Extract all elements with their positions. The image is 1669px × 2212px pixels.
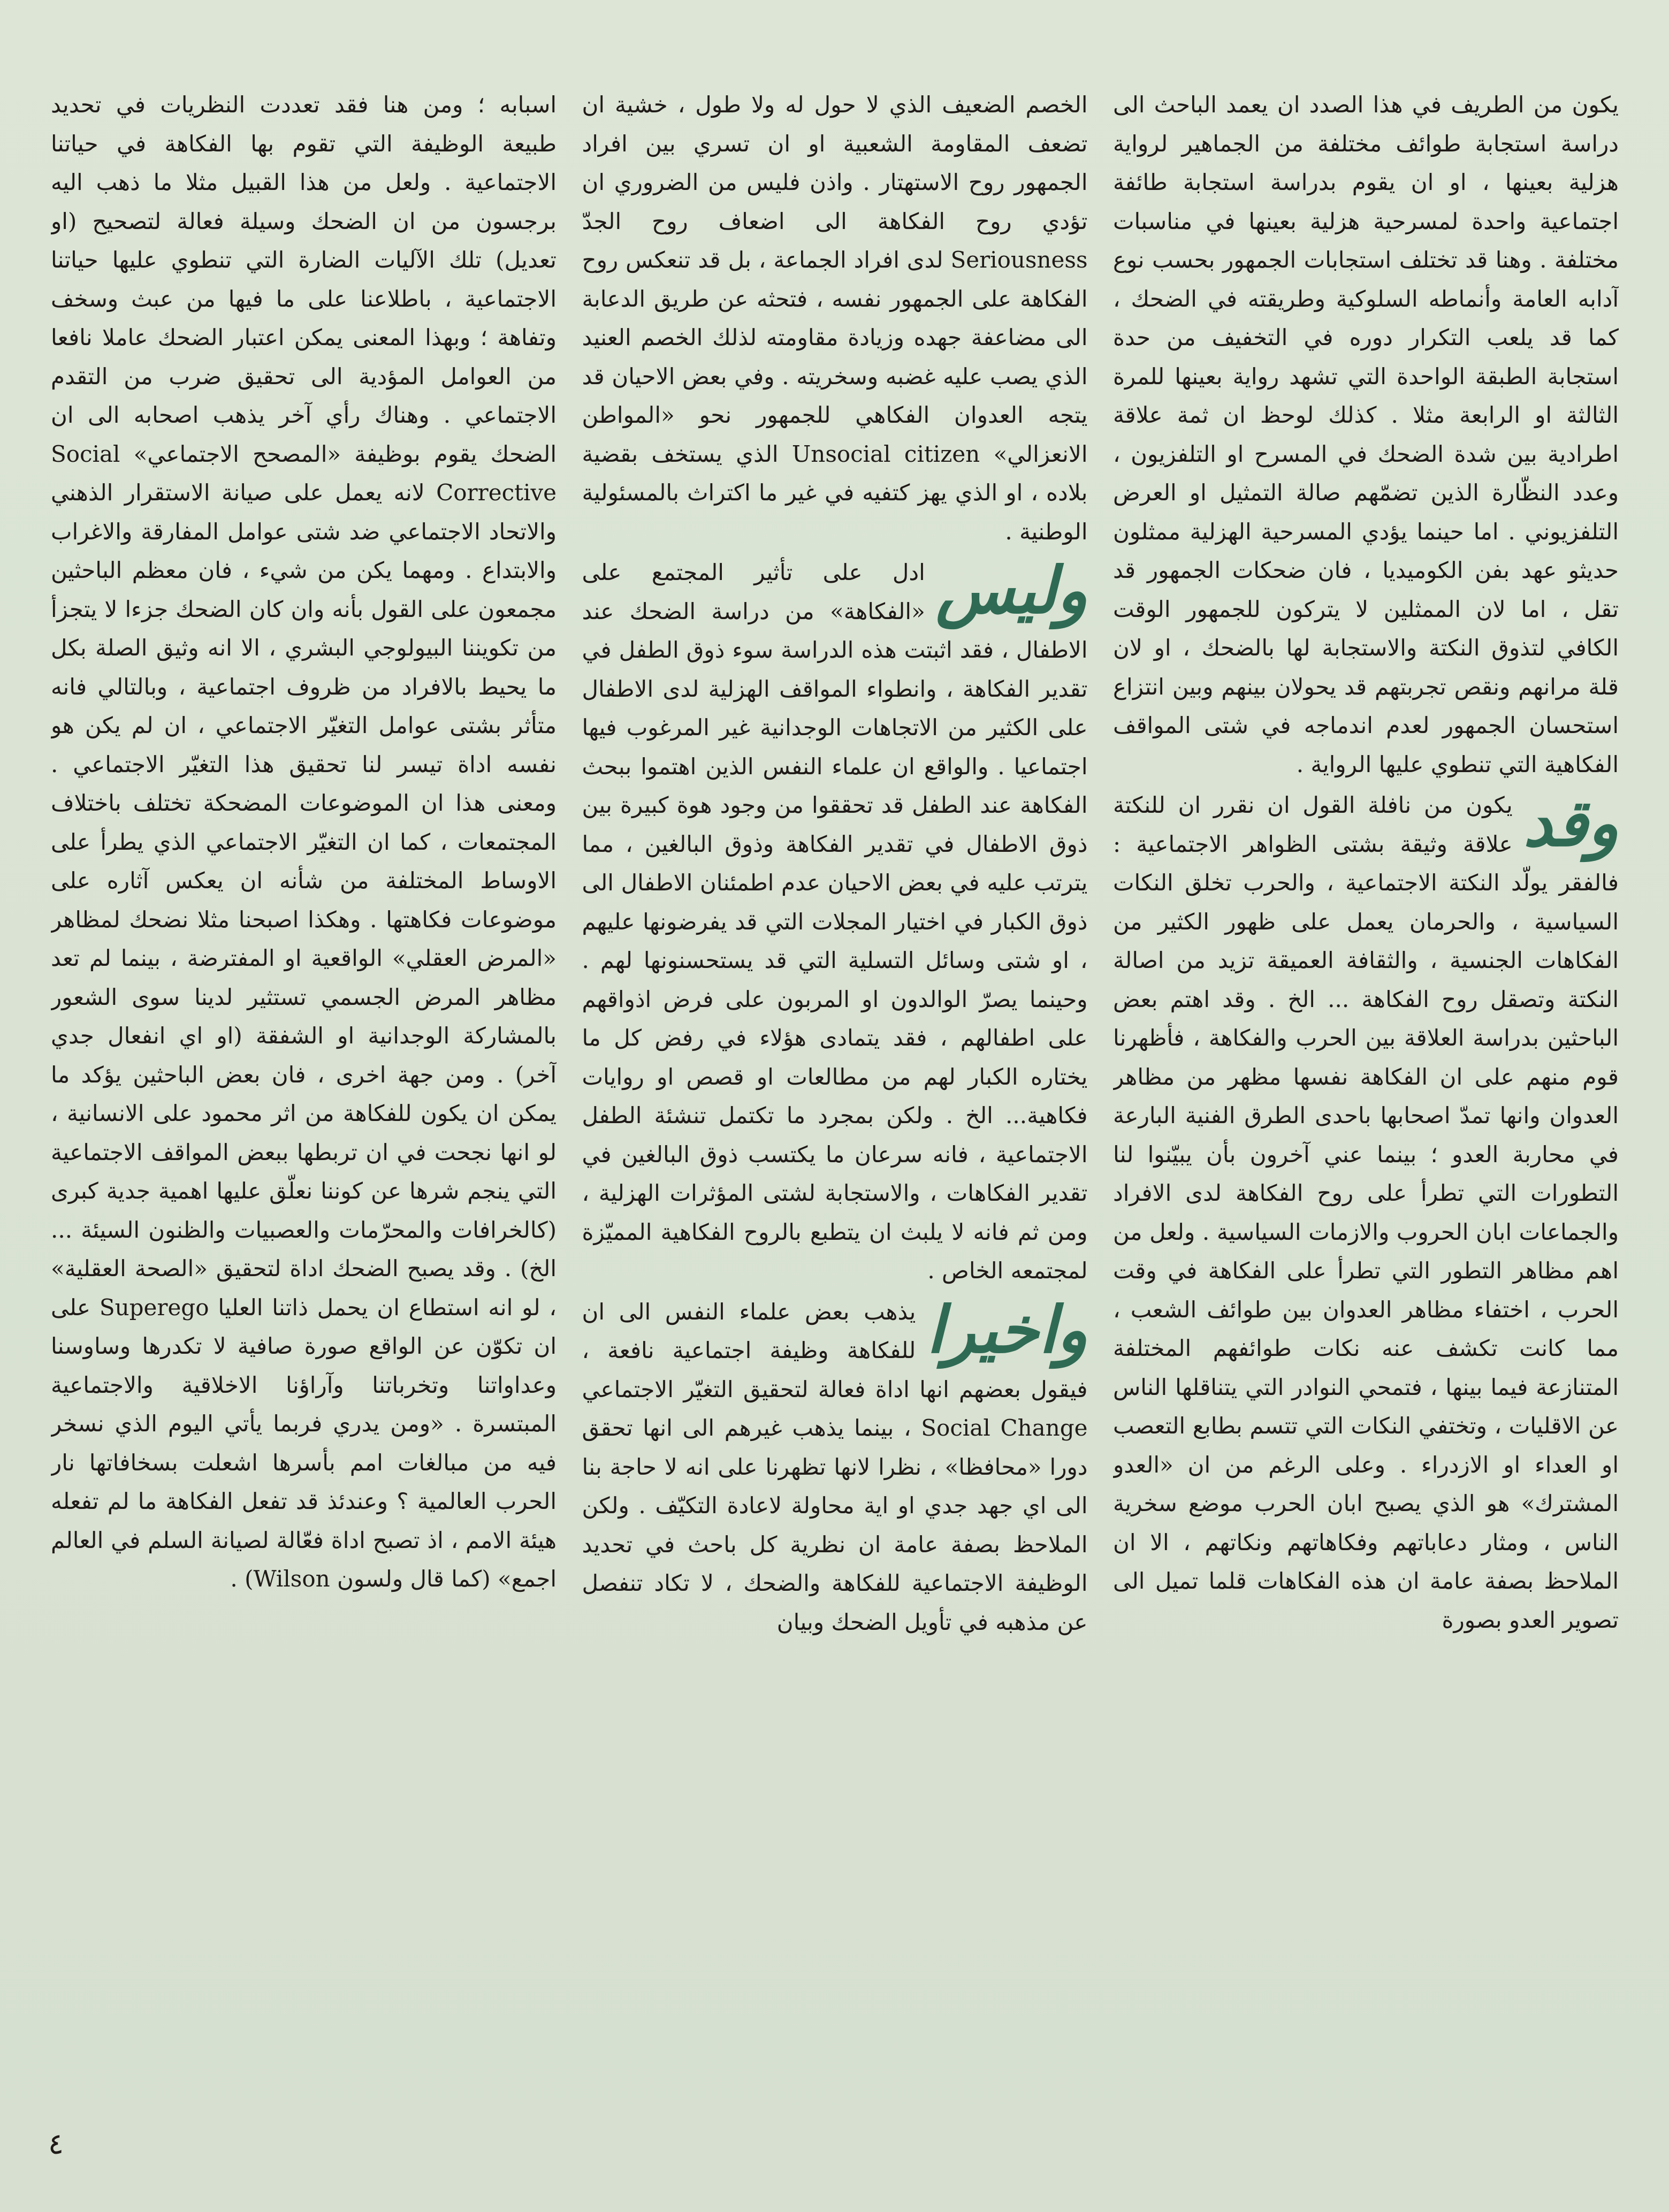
page-number: ٤: [48, 2127, 64, 2161]
paragraph-with-initial: [1113, 786, 1619, 1639]
paragraph-text: يكون من نافلة القول ان نقرر ان للنكتة علاقة وثيقة بشتى الظواهر الاجتماعية : فالفقر يولّد النكتة الاجتماعية ، والحرب تخلق النكات السياسية ، والحرمان يعمل على ظهور الكثير من الفكاهات الجنسية ، والثقافة العميقة تزيد من اصالة النكتة وتصقل روح الفكاهة ... الخ . وقد اهتم بعض الباحثين بدراسة العلاقة بين الحرب والفكاهة ، فأظهرنا قوم منهم على ان الفكاهة نفسها مظهر من مظاهر العدوان وانها تمدّ اصحابها باحدى الطرق الفنية البارعة في محاربة العدو ؛ بينما عني آخرون بأن يبيّنوا لنا التطورات التي تطرأ على روح الفكاهة لدى الافراد والجماعات ابان الحروب والازمات السياسية . ولعل من اهم مظاهر التطور التي تطرأ على الفكاهة في وقت الحرب ، اختفاء مظاهر العدوان بين طوائف الشعب ، مما كانت تكشف عنه نكات طوائفهم المختلفة المتنازعة فيما بينها ، فتمحي النوادر التي يتناقلها الناس عن الاقليات ، وتختفي النكات التي تتسم بطابع التعصب او العداء او الازدراء . وعلى الرغم من ان «العدو المشترك» هو الذي يصبح ابان الحرب موضع سخرية الناس ، ومثار دعاباتهم وفكاهاتهم ونكاتهم ، الا ان الملاحظ بصفة عامة ان هذه الفكاهات قلما تميل الى تصوير العدو بصورة: [1113, 792, 1619, 1633]
paragraph-text: ادل على تأثير المجتمع على «الفكاهة» من دراسة الضحك عند الاطفال ، فقد اثبتت هذه الدراسة سوء ذوق الطفل في تقدير الفكاهة ، وانطواء المواقف الهزلية لدى الاطفال على الكثير من الاتجاهات الوجدانية غير المرغوب فيها اجتماعيا . والواقع ان علماء النفس الذين اهتموا ببحث الفكاهة عند الطفل قد تحققوا من وجود هوة كبيرة بين ذوق الاطفال في تقدير الفكاهة وذوق البالغين ، مما يترتب عليه في بعض الاحيان عدم اطمئنان الاطفال الى ذوق الكبار في اختيار المجلات التي قد يفرضونها عليهم ، او شتى وسائل التسلية التي قد يستحسنونها لهم . وحينما يصرّ الوالدون او المربون على فرض اذواقهم على اطفالهم ، فقد يتمادى هؤلاء في رفض كل ما يختاره الكبار لهم من مطالعات او قصص او روايات فكاهية... الخ . ولكن بمجرد ما تكتمل تنشئة الطفل الاجتماعية ، فانه سرعان ما يكتسب ذوق البالغين في تقدير الفكاهات ، والاستجابة لشتى المؤثرات الهزلية ، ومن ثم فانه لا يلبث ان يتطبع بالروح الفكاهية المميّزة لمجتمعه الخاص .: [582, 559, 1088, 1284]
paragraph-with-initial: [582, 1293, 1088, 1642]
column-middle: [582, 86, 1088, 2183]
paragraph-text: يذهب بعض علماء النفس الى ان للفكاهة وظيفة اجتماعية نافعة ، فيقول بعضهم انها اداة فعالة لتحقيق التغيّر الاجتماعي Social Change ، بينما يذهب غيرهم الى انها تحقق دورا «محافظا» ، نظرا لانها تظهرنا على انه لا حاجة بنا الى اي جهد جدي او اية محاولة لاعادة التكيّف . ولكن الملاحظ بصفة عامة ان نظرية كل باحث في تحديد الوظيفة الاجتماعية للفكاهة والضحك ، لا تكاد تنفصل عن مذهبه في تأويل الضحك وبيان: [582, 1298, 1088, 1635]
paragraph: الخصم الضعيف الذي لا حول له ولا طول ، خشية ان تضعف المقاومة الشعبية او ان تسري بين افراد الجمهور روح الاستهتار . واذن فليس من الضروري ان تؤدي روح الفكاهة الى اضعاف روح الجدّ Seriousness لدى افراد الجماعة ، بل قد تنعكس روح الفكاهة على الجمهور نفسه ، فتحثه عن طريق الدعابة الى مضاعفة جهده وزيادة مقاومته لذلك الخصم العنيد الذي يصب عليه غضبه وسخريته . وفي بعض الاحيان قد يتجه العدوان الفكاهي للجمهور نحو «المواطن الانعزالي» Unsocial citizen الذي يستخف بقضية بلاده ، او الذي يهز كتفيه في غير ما اكتراث بالمسئولية الوطنية .: [582, 91, 1088, 545]
text-columns: [51, 86, 1619, 2183]
paragraph: يكون من الطريف في هذا الصدد ان يعمد الباحث الى دراسة استجابة طوائف مختلفة من الجماهير لرواية هزلية بعينها ، او ان يقوم بدراسة استجابة طائفة اجتماعية واحدة لمسرحية هزلية بعينها في مناسبات مختلفة . وهنا قد تختلف استجابات الجمهور بحسب نوع آدابه العامة وأنماطه السلوكية وطريقته في الضحك ، كما قد يلعب التكرار دوره في التخفيف من حدة استجابة الطبقة الواحدة التي تشهد رواية بعينها للمرة الثالثة او الرابعة مثلا . كذلك لوحظ ان ثمة علاقة اطرادية بين شدة الضحك في المسرح او التلفزيون ، وعدد النظّارة الذين تضمّهم صالة التمثيل او العرض التلفزيوني . اما حينما يؤدي المسرحية الهزلية ممثلون حديثو عهد بفن الكوميديا ، فان ضحكات الجمهور قد تقل ، اما لان الممثلين لا يتركون للجمهور الوقت الكافي لتذوق النكتة والاستجابة لها بالضحك ، او لان قلة مرانهم ونقص تجربتهم قد يحولان بينهم وبين انتزاع استحسان الجمهور لعدم اندماجه في شتى المواقف الفكاهية التي تنطوي عليها الرواية .: [1113, 91, 1619, 777]
column-left: [51, 86, 557, 2183]
column-right: [1113, 86, 1619, 2183]
paragraph-with-initial: [582, 553, 1088, 1291]
paragraph: اسبابه ؛ ومن هنا فقد تعددت النظريات في تحديد طبيعة الوظيفة التي تقوم بها الفكاهة في حياتنا الاجتماعية . ولعل من هذا القبيل مثلا ما ذهب اليه برجسون من ان الضحك وسيلة فعالة لتصحيح (او تعديل) تلك الآليات الضارة التي تنطوي عليها حياتنا الاجتماعية ، باطلاعنا على ما فيها من عبث وسخف وتفاهة ؛ وبهذا المعنى يمكن اعتبار الضحك عاملا نافعا من العوامل المؤدية الى تحقيق ضرب من التقدم الاجتماعي . وهناك رأي آخر يذهب اصحابه الى ان الضحك يقوم بوظيفة «المصحح الاجتماعي» Social Corrective لانه يعمل على صيانة الاستقرار الذهني والاتحاد الاجتماعي ضد شتى عوامل المفارقة والاغراب والابتداع . ومهما يكن من شيء ، فان معظم الباحثين مجمعون على القول بأنه وان كان الضحك جزءا لا يتجزأ من تكويننا البيولوجي البشري ، الا انه وثيق الصلة بكل ما يحيط بالافراد من ظروف اجتماعية ، وبالتالي فانه متأثر بشتى عوامل التغيّر الاجتماعي ، ان لم يكن هو نفسه اداة تيسر لنا تحقيق هذا التغيّر الاجتماعي . ومعنى هذا ان الموضوعات المضحكة تختلف باختلاف المجتمعات ، كما ان التغيّر الاجتماعي الذي يطرأ على الاوساط المختلفة من شأنه ان يعكس آثاره على موضوعات فكاهتها . وهكذا اصبحنا مثلا نضحك لمظاهر «المرض العقلي» الواقعية او المفترضة ، بينما لم تعد مظاهر المرض الجسمي تستثير لدينا سوى الشعور بالمشاركة الوجدانية او الشفقة (او اي انفعال جدي آخر) . ومن جهة اخرى ، فان بعض الباحثين يؤكد ما يمكن ان يكون للفكاهة من اثر محمود على الانسانية ، لو انها نجحت في ان تربطها ببعض المواقف الاجتماعية التي ينجم شرها عن كوننا نعلّق عليها اهمية جدية كبرى (كالخرافات والمحرّمات والعصبيات والظنون السيئة ... الخ) . وقد يصبح الضحك اداة لتحقيق «الصحة العقلية» ، لو انه استطاع ان يحمل ذاتنا العليا Superego على ان تكوّن عن الواقع صورة صافية لا تكدرها وساوسنا وعداواتنا وتخرباتنا وآراؤنا الاخلاقية والاجتماعية المبتسرة . «ومن يدري فربما يأتي اليوم الذي نسخر فيه من مبالغات امم بأسرها اشعلت بسخافاتها نار الحرب العالمية ؟ وعندئذ قد تفعل الفكاهة ما لم تفعله هيئة الامم ، اذ تصبح اداة فعّالة لصيانة السلم في العالم اجمع» (كما قال ولسون Wilson) .: [51, 91, 557, 1592]
decorative-initial: وقد: [1523, 785, 1619, 861]
decorative-initial: واخيرا: [926, 1292, 1088, 1368]
decorative-initial: وليس: [935, 553, 1088, 628]
